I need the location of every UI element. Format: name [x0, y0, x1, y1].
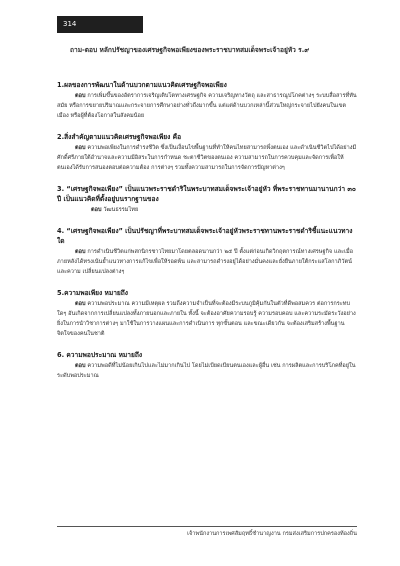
- question-heading: 6. ความพอประมาณ หมายถึง: [57, 351, 143, 359]
- answer-text: [57, 247, 357, 277]
- answer-keyword: ตอบ: [75, 301, 86, 307]
- answer-keyword: ตอบ: [91, 207, 102, 213]
- answer-body: การเพิ่มขึ้นของอัตราการเจริญเติบโตทางเศรษฐกิจ ความเจริญทางวัตถุ และสาธารณูปโภคต่างๆ ระบบสื่อสารที่ทันสมัย หรือการขยายปริมาณและกระจายการศึกษาอย่างทั่วถึงมากขึ้น แต่แต่ด้านบวกเหล่านี้ส่วนใหญ่กระจายไปยังคนในเขตเมือง หรือผู้ที่ต้องโอกาสในสังคมน้อย: [57, 93, 357, 119]
- answer-text: [57, 205, 357, 215]
- answer-body: การดำเนินชีวิตแก่พสกนิกรชาวไทยมาโดยตลอดนานกว่า ๒๕ ปี ตั้งแต่ก่อนเกิดวิกฤตการณ์ทางเศรษฐกิจ และเมื่อภายหลังได้ทรงเน้นย้ำแนวทางการแก้ไขเพื่อให้รอดพ้น และสามารถดำรงอยู่ได้อย่างมั่นคงและยั่งยืนภายใต้กระแสโลกาภิวัตน์และความ เปลี่ยนแปลงต่างๆ: [57, 249, 353, 275]
- answer-keyword: ตอบ: [75, 145, 86, 151]
- qa-section-2: [57, 132, 357, 173]
- qa-sections: [57, 80, 357, 392]
- answer-body: ความพอดีที่ไม่น้อยเกินไปและไม่มากเกินไป โดยไม่เบียดเบียนตนเองและผู้อื่น เช่น การผลิตและการบริโภคที่อยู่ในระดับพอประมาณ: [57, 363, 356, 379]
- page-footer: เจ้าพนักงานการเพศสัมฤทธิ์ชำนาญงาน กรมส่งเสริมการปกครองท้องถิ่น: [187, 531, 357, 537]
- answer-text: [57, 299, 357, 339]
- question-heading: 4. “เศรษฐกิจพอเพียง” เป็นปรัชญาที่พระบาทสมเด็จพระเจ้าอยู่หัวพระราชทานพระราชดำริชี้แนะแนวทางใด: [57, 227, 353, 245]
- footer-divider: [57, 526, 357, 527]
- answer-text: [57, 91, 357, 121]
- answer-text: [57, 143, 357, 173]
- document-title: ถาม-ตอบ หลักปรัชญาของเศรษฐกิจพอเพียงของพระราชบาทสมเด็จพระเจ้าอยู่หัว ร.๙: [70, 46, 310, 54]
- answer-keyword: ตอบ: [75, 93, 86, 99]
- answer-body: ความพอเพียงในการดำรงชีวิต ซึ่งเป็นเงื่อนไขพื้นฐานที่ทำให้คนไทยสามารถพึ่งตนเอง และดำเนินชีวิตไปได้อย่างมีศักดิ์ศรีภายใต้อำนาจและความมีอิสระในการกำหนด ชะตาชีวิตของตนเอง ความสามารถในการควบคุมและจัดการเพื่อให้ตนเองได้รับการสนองตอบต่อความต้อง การต่างๆ รวมทั้งความสามารถในการจัดการปัญหาต่างๆ: [57, 145, 357, 171]
- answer-text: [57, 361, 357, 381]
- question-heading: 5.ความพอเพียง หมายถึง: [57, 289, 129, 297]
- qa-section-3: [57, 184, 357, 215]
- qa-section-4: [57, 226, 357, 277]
- page-number: 314: [57, 16, 143, 33]
- qa-section-1: [57, 80, 357, 121]
- answer-body: ความพอประมาณ ความมีเหตุผล รวมถึงความจำเป็นที่จะต้องมีระบบภูมิคุ้มกันในตัวที่ดีพอสมควร ต่อการกระทบใดๆ อันเกิดจากการเปลี่ยนแปลงทั้งภายนอกและภายใน ทั้งนี้ จะต้องอาศัยความรอบรู้ ความรอบคอบ และความระมัดระวังอย่างยิ่งในการนำวิชาการต่างๆ มาใช้ในการวางแผนและการดำเนินการ ทุกขั้นตอน และขณะเดียวกัน จะต้องเสริมสร้างพื้นฐานจิตใจของคนในชาติ: [57, 301, 356, 337]
- question-heading: 3. “เศรษฐกิจพอเพียง” เป็นแนวพระราชดำริในพระบาทสมเด็จพระเจ้าอยู่หัว ที่พระราชทานมานานกว่า ๓๐ ปี เป็นแนวคิดที่ตั้งอยู่บนรากฐานของ: [57, 185, 356, 203]
- qa-section-5: [57, 288, 357, 339]
- question-heading: 1.ผลของการพัฒนาในด้านบวกตามแนวคิดเศรษฐกิจพอเพียง: [57, 81, 227, 89]
- answer-body: วัฒนธรรมไทย: [101, 207, 139, 213]
- question-heading: 2.สิ่งสำคัญตามแนวคิดเศรษฐกิจพอเพียง คือ: [57, 133, 182, 141]
- answer-keyword: ตอบ: [75, 249, 86, 255]
- qa-section-6: [57, 350, 357, 381]
- answer-keyword: ตอบ: [75, 363, 86, 369]
